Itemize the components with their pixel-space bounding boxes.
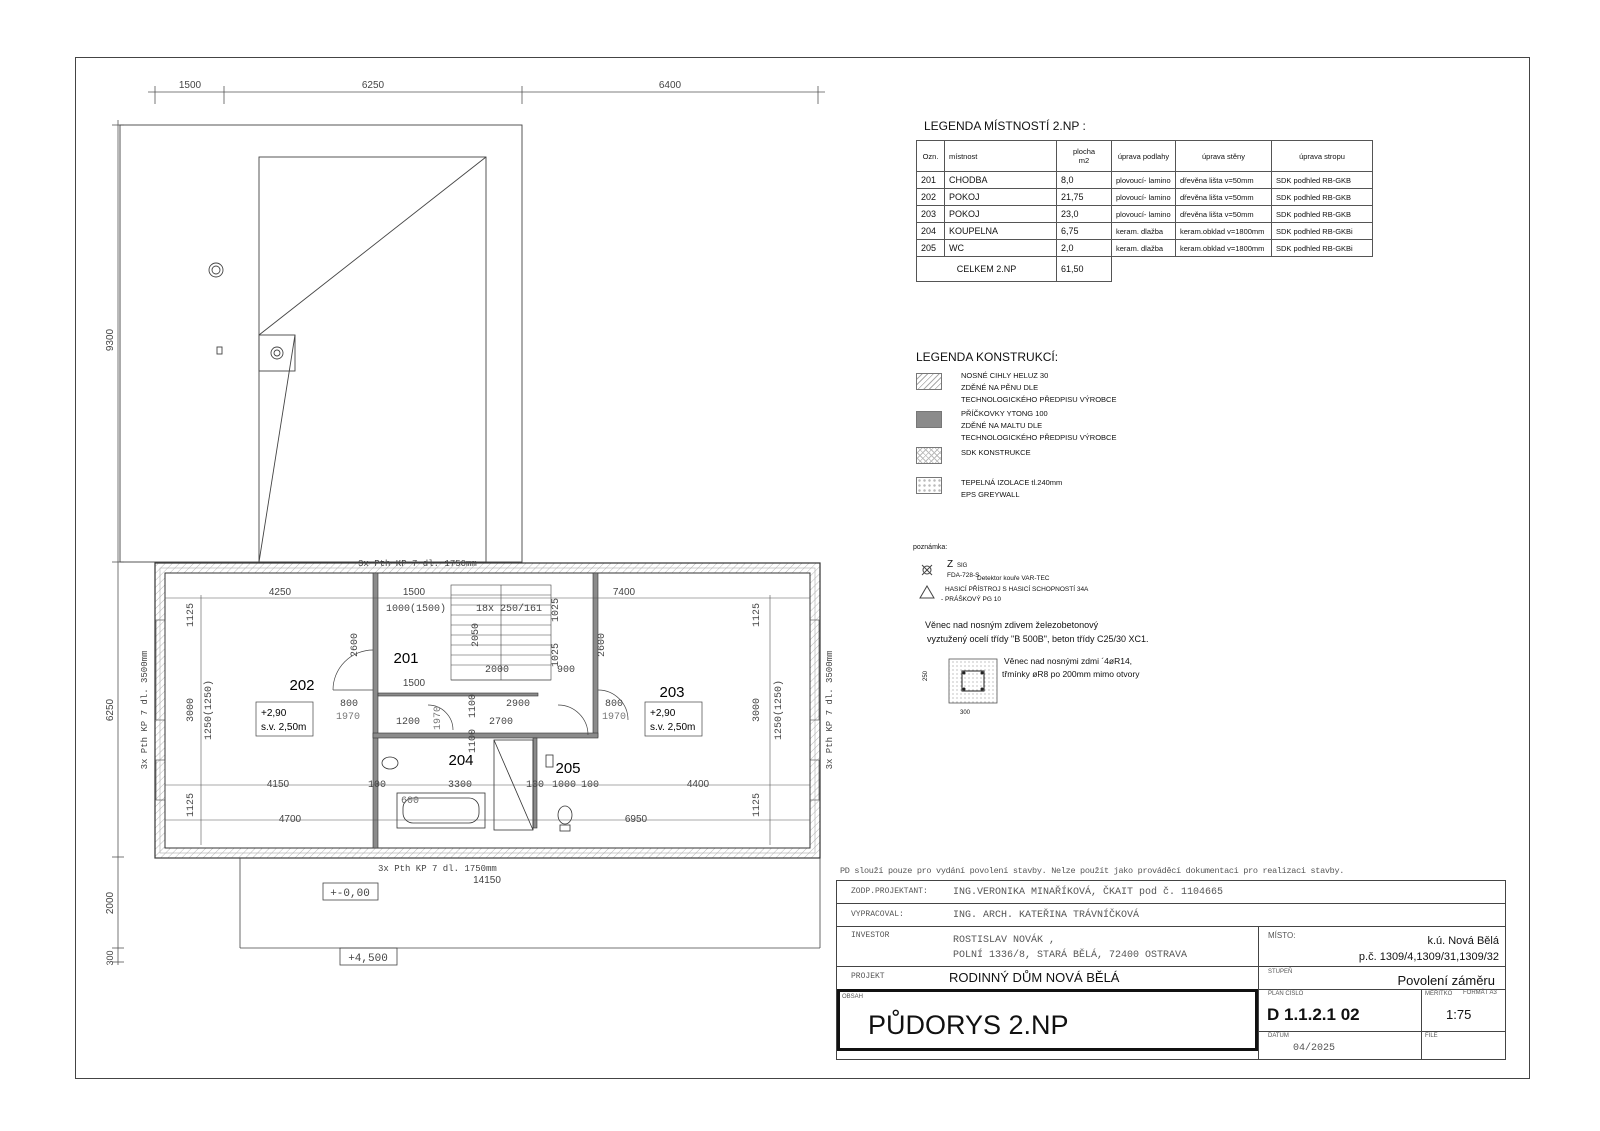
dotted-swatch [916, 477, 942, 494]
cell: 2,0 [1057, 240, 1112, 257]
legend-text: EPS GREYWALL [961, 490, 1020, 499]
dim-6950: 6950 [624, 814, 648, 825]
dim-1500-b: 1500 [402, 678, 426, 689]
dim-1000-1500: 1000(1500) [386, 604, 447, 615]
plan-label: PLÁN ČÍSLO [1268, 991, 1304, 997]
col-ozn: Ozn. [917, 141, 945, 172]
legend-text: SDK KONSTRUKCE [961, 448, 1031, 457]
dim-2600-b: 2600 [597, 632, 608, 658]
col-steny: úprava stěny [1176, 141, 1272, 172]
level-box-203-l1: +2,90 [650, 708, 676, 719]
dim-2600-a: 2600 [350, 632, 361, 658]
dim-1025-b: 1025 [551, 642, 562, 668]
col-plocha: plocha m2 [1057, 141, 1112, 172]
obsah-value: PŮDORYS 2.NP [868, 1010, 1069, 1040]
projekt-label: PROJEKT [851, 972, 885, 981]
dim-300-left: 300 [105, 950, 115, 966]
left-dimension-chain [112, 120, 124, 965]
investor-label: INVESTOR [851, 931, 890, 940]
table-row [917, 189, 1373, 206]
misto-label: MÍSTO: [1268, 931, 1296, 940]
format-label: FORMÁT A3 [1463, 990, 1497, 996]
dim-1970-a: 1970 [335, 712, 361, 723]
legend-text: NOSNÉ CIHLY HELUZ 30 [961, 371, 1049, 380]
cell: keram. dlažba [1112, 240, 1176, 257]
cell: 21,75 [1057, 189, 1112, 206]
section-width: 300 [960, 710, 971, 716]
plan-value: D 1.1.2.1 02 [1267, 1005, 1360, 1024]
venec-text-1: Věnec nad nosným zdivem železobetonový [925, 620, 1099, 630]
dim-100-c: 100 [580, 780, 600, 791]
dim-4250: 4250 [268, 587, 292, 598]
dim-stairs: 18x 250/161 [476, 604, 543, 615]
investor-line-1: ROSTISLAV NOVÁK , [953, 935, 1056, 946]
z-mark: Z [947, 559, 954, 570]
investor-line-2: POLNÍ 1336/8, STARÁ BĚLÁ, 72400 OSTRAVA [953, 950, 1188, 961]
cell: 205 [917, 240, 945, 257]
dim-1125-d: 1125 [752, 792, 763, 818]
dim-1125-c: 1125 [186, 792, 197, 818]
rooms-legend-header [917, 141, 1373, 172]
dim-4400: 4400 [686, 779, 710, 790]
dim-1000: 1000 [551, 780, 577, 791]
terrace-outline [120, 125, 522, 562]
legend-item-bricks [916, 370, 1116, 406]
vyprac-label: VYPRACOVAL: [851, 910, 904, 919]
meritko-label: MĚŘÍTKO [1425, 991, 1453, 997]
dim-6250-left: 6250 [105, 698, 116, 722]
total-value: 61,50 [1057, 257, 1112, 282]
dim-1970-b: 1970 [601, 712, 627, 723]
dim-3300: 3300 [447, 780, 473, 791]
dim-2050: 2050 [471, 622, 482, 648]
col-podlaha: úprava podlahy [1112, 141, 1176, 172]
constructions-legend-title: LEGENDA KONSTRUKCÍ: [916, 350, 1059, 364]
dim-3000-b: 3000 [752, 697, 763, 723]
dim-6400-top: 6400 [658, 80, 682, 91]
cell: SDK podhled RB-GKBi [1272, 240, 1373, 257]
dim-100-a: 100 [367, 780, 387, 791]
dim-800-a: 800 [339, 699, 359, 710]
dim-1500-top: 1500 [178, 80, 202, 91]
vyprac-value: ING. ARCH. KATEŘINA TRÁVNÍČKOVÁ [953, 910, 1140, 921]
extinguisher-text-2: - PRÁŠKOVÝ PG 10 [941, 596, 1001, 603]
dim-2900: 2900 [505, 699, 531, 710]
level-4500: +4,500 [348, 953, 388, 965]
level-box-202-l1: +2,90 [261, 708, 287, 719]
lintel-right-label: 3x Pth KP 7 dl. 3500mm [825, 650, 835, 770]
venec-text-4: třmínky øR8 po 200mm mimo otvory [1002, 669, 1140, 679]
total-label: CELKEM 2.NP [917, 257, 1057, 282]
file-label: FILE [1425, 1033, 1438, 1039]
dim-1100-a: 1100 [468, 693, 479, 719]
table-total-row [917, 257, 1373, 282]
col-strop: úprava stropu [1272, 141, 1373, 172]
cell: WC [945, 240, 1057, 257]
datum-label: DATUM [1268, 1033, 1289, 1039]
cell: dřevěna lišta v=50mm [1176, 189, 1272, 206]
dim-9300-left: 9300 [105, 328, 116, 352]
cell: plovoucí- lamino [1112, 189, 1176, 206]
cell: 201 [917, 172, 945, 189]
notes-label: poznámka: [913, 544, 948, 551]
dim-4150: 4150 [266, 779, 290, 790]
cell: dřevěna lišta v=50mm [1176, 206, 1272, 223]
dim-3000-a: 3000 [186, 697, 197, 723]
cell: dřevěna lišta v=50mm [1176, 172, 1272, 189]
legend-text: ZDĚNÉ NA MALTU DLE [961, 421, 1043, 430]
room-202: 202 [289, 677, 315, 694]
rooms-legend-table [916, 140, 1373, 282]
dim-6250-top: 6250 [361, 80, 385, 91]
legend-text: ZDĚNÉ NA PĚNU DLE [961, 383, 1039, 392]
solid-swatch [916, 411, 942, 428]
dim-1500-a: 1500 [402, 587, 426, 598]
detector-text: Detektor kouře VAR-TEC [977, 575, 1050, 582]
legend-text: TECHNOLOGICKÉHO PŘEDPISU VÝROBCE [961, 433, 1117, 442]
room-205: 205 [555, 760, 581, 777]
dim-900: 900 [556, 665, 576, 676]
smoke-detector-icon [920, 563, 934, 577]
cell: 203 [917, 206, 945, 223]
dim-2000: 2000 [484, 665, 510, 676]
hatch-swatch [916, 373, 942, 390]
extinguisher-text-1: HASICÍ PŘÍSTROJ S HASICÍ SCHOPNOSTÍ 34A [945, 586, 1089, 593]
cell: 8,0 [1057, 172, 1112, 189]
cell: SDK podhled RB-GKBi [1272, 223, 1373, 240]
obsah-box [837, 989, 1258, 1051]
cell: KOUPELNA [945, 223, 1057, 240]
venec-text-2: vyztužený ocelí třídy "B 500B", beton třídy C25/30 XC1. [927, 634, 1149, 644]
dim-600: 600 [400, 796, 420, 807]
legend-item-insulation [916, 477, 1062, 501]
cell: SDK podhled RB-GKB [1272, 172, 1373, 189]
room-203: 203 [659, 684, 685, 701]
title-block [836, 880, 1506, 1060]
level-0: +-0,00 [330, 888, 370, 900]
stupen-label: STUPEŇ [1268, 969, 1293, 975]
level-box-203-l2: s.v. 2,50m [650, 722, 696, 733]
lintel-top-label: 3x Pth KP 7 dl. 1750mm [358, 559, 477, 569]
dim-1970-c: 1970 [433, 705, 444, 731]
dim-1200: 1200 [395, 717, 421, 728]
dim-2000-left: 2000 [105, 891, 116, 915]
meritko-value: 1:75 [1446, 1007, 1472, 1022]
datum-value: 04/2025 [1293, 1043, 1336, 1054]
misto-line-1: k.ú. Nová Bělá [1427, 935, 1499, 947]
cell: 204 [917, 223, 945, 240]
legend-text: PŘÍČKOVKY YTONG 100 [961, 409, 1048, 418]
table-row [917, 240, 1373, 257]
obsah-label: OBSAH [842, 994, 864, 1000]
misto-line-2: p.č. 1309/4,1309/31,1309/32 [1358, 951, 1499, 963]
section-height: 250 [923, 670, 930, 682]
dim-14150: 14150 [473, 875, 501, 886]
lintel-left-label: 3x Pth KP 7 dl. 3500mm [140, 650, 150, 770]
stupen-value: Povolení záměru [1397, 973, 1495, 988]
dim-7400: 7400 [612, 587, 636, 598]
legend-item-sdk [916, 447, 1031, 464]
cell: CHODBA [945, 172, 1057, 189]
legend-text: TECHNOLOGICKÉHO PŘEDPISU VÝROBCE [961, 395, 1117, 404]
rooms-legend-title: LEGENDA MÍSTNOSTÍ 2.NP : [924, 119, 1086, 133]
legend-item-ytong [916, 408, 1116, 444]
room-201: 201 [393, 650, 419, 667]
projekt-value: RODINNÝ DŮM NOVÁ BĚLÁ [949, 970, 1120, 985]
dim-100-b: 100 [525, 780, 545, 791]
cell: keram.obklad v=1800mm [1176, 223, 1272, 240]
extinguisher-icon [919, 585, 935, 599]
dim-1125-b: 1125 [752, 602, 763, 628]
cell: plovoucí- lamino [1112, 206, 1176, 223]
sig-mark: SIG [957, 563, 968, 569]
col-mistnost: místnost [945, 141, 1057, 172]
cell: POKOJ [945, 189, 1057, 206]
legend-text: TEPELNÁ IZOLACE tl.240mm [961, 478, 1063, 487]
room-204: 204 [448, 752, 474, 769]
cell: keram. dlažba [1112, 223, 1176, 240]
table-row [917, 172, 1373, 189]
lintel-bottom-label: 3x Pth KP 7 dl. 1750mm [378, 864, 497, 874]
cell: 23,0 [1057, 206, 1112, 223]
venec-section-icon [944, 657, 1004, 707]
dim-800-b: 800 [604, 699, 624, 710]
table-row [917, 223, 1373, 240]
cross-swatch [916, 447, 942, 464]
dim-1100-b: 1100 [468, 728, 479, 754]
cell: 6,75 [1057, 223, 1112, 240]
cell: POKOJ [945, 206, 1057, 223]
cell: SDK podhled RB-GKB [1272, 189, 1373, 206]
table-row [917, 206, 1373, 223]
venec-text-3: Věnec nad nosnými zdmi ´4øR14, [1004, 656, 1133, 666]
dim-1250-a: 1250(1250) [204, 679, 215, 741]
fda-code: FDA-728-S [947, 572, 980, 579]
level-box-202-l2: s.v. 2,50m [261, 722, 307, 733]
top-dimension-chain [148, 86, 825, 104]
zodp-value: ING.VERONIKA MINAŘÍKOVÁ, ČKAIT pod č. 1104665 [953, 887, 1224, 898]
dim-1025-a: 1025 [551, 597, 562, 623]
zodp-label: ZODP.PROJEKTANT: [851, 887, 928, 896]
dim-1125-a: 1125 [186, 602, 197, 628]
dim-1250-b: 1250(1250) [774, 679, 785, 741]
cell: keram.obklad v=1800mm [1176, 240, 1272, 257]
disclaimer: PD slouží pouze pro vydání povolení stavby. Nelze použít jako prováděcí dokumentaci pro realizaci stavby. [840, 866, 1345, 876]
dim-2700: 2700 [488, 717, 514, 728]
cell: 202 [917, 189, 945, 206]
cell: SDK podhled RB-GKB [1272, 206, 1373, 223]
dim-4700: 4700 [278, 814, 302, 825]
cell: plovoucí- lamino [1112, 172, 1176, 189]
